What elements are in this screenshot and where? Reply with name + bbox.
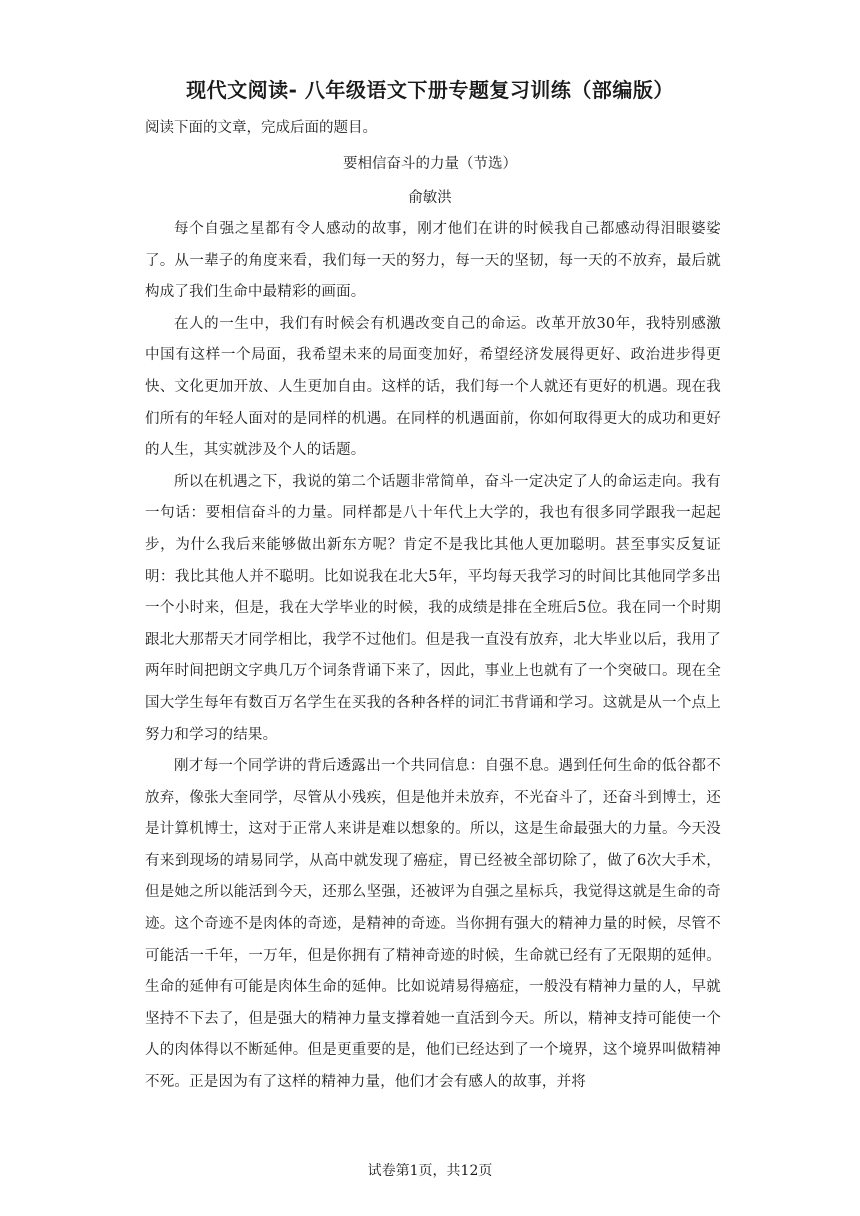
reading-instruction: 阅读下面的文章，完成后面的题目。 <box>145 120 377 136</box>
article-paragraph-2: 在人的一生中，我们有时候会有机遇改变自己的命运。改革开放30年，我特别感激中国有这样一个局面，我希望未来的局面变加好，希望经济发展得更好、政治进步得更快、文化更加开放、人生更加自由。这样的话，我们每一个人就还有更好的机遇。现在我们所有的年轻人面对的是同样的机遇。在同样的机遇面前，你如何取得更大的成功和更好的人生，其实就涉及个人的话题。 <box>145 315 721 459</box>
page-footer: 试卷第1页，共12页 <box>367 1163 493 1179</box>
article-paragraph-4: 刚才每一个同学讲的背后透露出一个共同信息：自强不息。遇到任何生命的低谷都不放弃，像张大奎同学，尽管从小残疾，但是他并未放弃，不光奋斗了，还奋斗到博士，还是计算机博士，这对于正常人来讲是难以想象的。所以，这是生命最强大的力量。今天没有来到现场的靖易同学，从高中就发现了癌症，胃已经被全部切除了，做了6次大手术，但是她之所以能活到今天，还那么坚强，还被评为自强之星标兵，我觉得这就是生命的奇迹。这个奇迹不是肉体的奇迹，是精神的奇迹。当你拥有强大的精神力量的时候，尽管不可能活一千年，一万年，但是你拥有了精神奇迹的时候，生命就已经有了无限期的延伸。生命的延伸有可能是肉体生命的延伸。比如说靖易得癌症，一般没有精神力量的人，早就坚持不下去了，但是强大的精神力量支撑着她一直活到今天。所以，精神支持可能使一个人的肉体得以不断延伸。但是更重要的是，他们已经达到了一个境界，这个境界叫做精神不死。正是因为有了这样的精神力量，他们才会有感人的故事，并将 <box>145 758 721 1091</box>
article-author: 俞敏洪 <box>408 190 452 206</box>
article-paragraph-1: 每个自强之星都有令人感动的故事，刚才他们在讲的时候我自己都感动得泪眼婆娑了。从一辈子的角度来看，我们每一天的努力，每一天的坚韧，每一天的不放弃，最后就构成了我们生命中最精彩的画面。 <box>145 221 721 301</box>
page-title: 现代文阅读- 八年级语文下册专题复习训练（部编版） <box>186 78 674 102</box>
article-title: 要相信奋斗的力量（节选） <box>343 156 517 172</box>
article-paragraph-3: 所以在机遇之下，我说的第二个话题非常简单，奋斗一定决定了人的命运走向。我有一句话：要相信奋斗的力量。同样都是八十年代上大学的，我也有很多同学跟我一起起步，为什么我后来能够做出新东方呢？肯定不是我比其他人更加聪明。甚至事实反复证明：我比其他人并不聪明。比如说我在北大5年，平均每天我学习的时间比其他同学多出一个小时来，但是，我在大学毕业的时候，我的成绩是排在全班后5位。我在同一个时期跟北大那帮天才同学相比，我学不过他们。但是我一直没有放弃，北大毕业以后，我用了两年时间把朗文字典几万个词条背诵下来了，因此，事业上也就有了一个突破口。现在全国大学生每年有数百万名学生在买我的各种各样的词汇书背诵和学习。这就是从一个点上努力和学习的结果。 <box>145 473 721 743</box>
article-body <box>145 214 721 1099</box>
